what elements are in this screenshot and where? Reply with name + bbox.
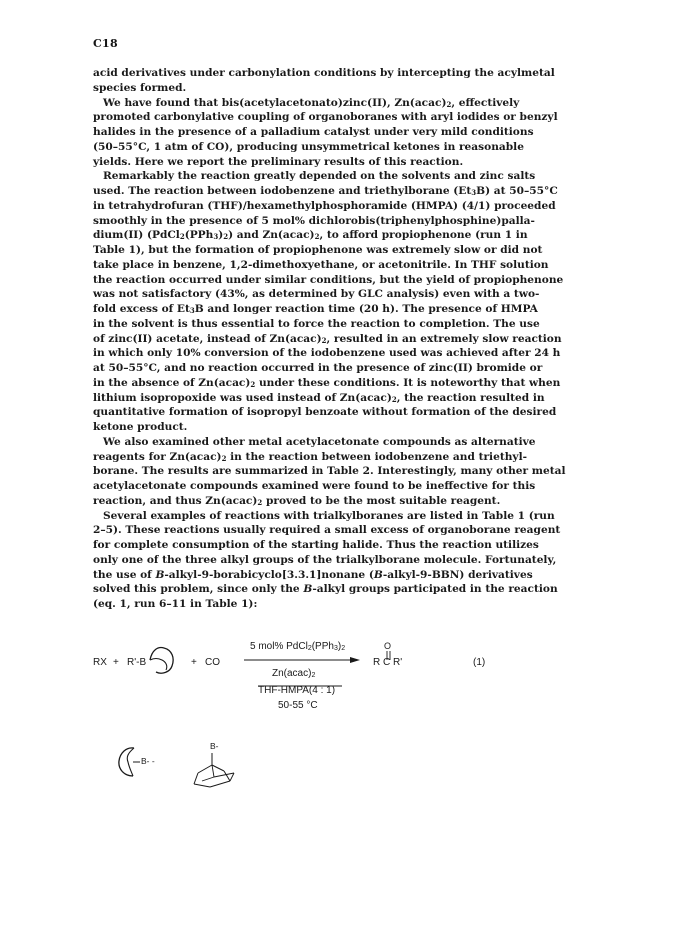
eq-number: (1) bbox=[473, 657, 486, 668]
reagent-underline bbox=[258, 684, 342, 688]
eq-product-r-prime: R' bbox=[393, 657, 403, 668]
bbn-right-label: B- bbox=[210, 741, 219, 751]
bbn-structure-right bbox=[190, 751, 238, 789]
bbn-left-label: B- - bbox=[141, 756, 155, 766]
eq-product-r: R bbox=[373, 657, 381, 668]
paragraph-3: Remarkably the reaction greatly depended on the solvents and zinc salts used. The reaction between iodobenzene and triethylborane $(Et_3B)$ at 50–55°C in tetrahydrofuran (THF)/hexamethylphosphoramide (HMPA) (4/1) proceeded smoothly in the presence of 5 mol% dichlorobis(triphenylphosphine)palla- dium(II) $(PdCl_2(PPh_3)_2)$ and $Zn(acac)_2$, to afford propiophenone (run 1 in Table 1), but the formation of propiophenone was extremely slow or did not take place in benzene, 1,2-dimethoxyethane, or acetonitrile. In THF solution the reaction occurred under similar conditions, but the yield of propiophenone was not satisfactory (43%, as determined by GLC analysis) even with a two- fold excess of $Et_3B$ and longer reaction time (20 h). The presence of HMPA in the solvent is thus essential to force the reaction to completion. The use of zinc(II) acetate, instead of $Zn(acac)_2$, resulted in an extremely slow reaction in which only 10% conversion of the iodobenzene used was achieved after 24 h at 50–55°C, and no reaction occurred in the presence of zinc(II) bromide or in the absence of $Zn(acac)_2$ under these conditions. It is noteworthy that when lithium isopropoxide was used instead of $Zn(acac)_2$, the reaction resulted in quantitative formation of isopropyl benzoate without formation of the desired ketone product. bbox=[93, 170, 564, 433]
paragraph-5: Several examples of reactions with trialkylboranes are listed in Table 1 (run 2–5). These reactions usually required a small excess of organoborane reagent for complete consumption of the starting halide. Thus the reaction utilizes only one of the three alkyl groups of the trialkylborane molecule. Fortunately, the use of B-alkyl-9-borabicyclo[3.3.1]nonane (B-alkyl-9-BBN) derivatives solved this problem, since only the B-alkyl groups participated in the reaction (eq. 1, run 6–11 in Table 1): bbox=[93, 509, 561, 610]
eq-product-oxygen: O bbox=[384, 641, 392, 651]
eq-reactant-rx: RX bbox=[93, 657, 107, 668]
eq-borane-prefix: R'-B bbox=[127, 657, 147, 668]
paragraph-1: acid derivatives under carbonylation conditions by intercepting the acylmetal species formed. bbox=[93, 67, 555, 94]
reaction-arrow bbox=[244, 655, 360, 665]
bbn-structure-left bbox=[116, 745, 146, 779]
eq-plus-1: + bbox=[113, 657, 119, 668]
eq-plus-2: + bbox=[191, 657, 197, 668]
carbonyl-double-bond bbox=[385, 651, 393, 660]
eq-reagent: $Zn(acac)_2$ bbox=[272, 668, 316, 679]
page-number: C18 bbox=[93, 37, 118, 50]
eq-catalyst: 5 mol% $PdCl_2(PPh_3)_2$ bbox=[250, 641, 346, 652]
eq-temperature: 50-55 °C bbox=[278, 700, 318, 711]
paragraph-2: We have found that bis(acetylacetonato)zinc(II), $Zn(acac)_2$, effectively promoted carbonylative coupling of organoboranes with aryl iodides or benzyl halides in the presence of a palladium catalyst under very mild conditions (50–55°C, 1 atm of CO), producing unsymmetrical ketones in reasonable yields. Here we report the preliminary results of this reaction. bbox=[93, 96, 558, 168]
bbn-bicycle-structure bbox=[148, 644, 178, 676]
eq-product-c: C bbox=[383, 657, 391, 668]
paragraph-4: We also examined other metal acetylacetonate compounds as alternative reagents for $Zn(acac)_2$ in the reaction between iodobenzene and triethyl- borane. The results are summarized in Table 2. Interestingly, many other metal acetylacetonate compounds examined were found to be ineffective for this reaction, and thus $Zn(acac)_2$ proved to be the most suitable reagent. bbox=[93, 435, 566, 507]
article-body bbox=[93, 66, 583, 612]
eq-solvent: THF-HMPA(4 : 1) bbox=[258, 685, 336, 696]
eq-co: CO bbox=[205, 657, 220, 668]
